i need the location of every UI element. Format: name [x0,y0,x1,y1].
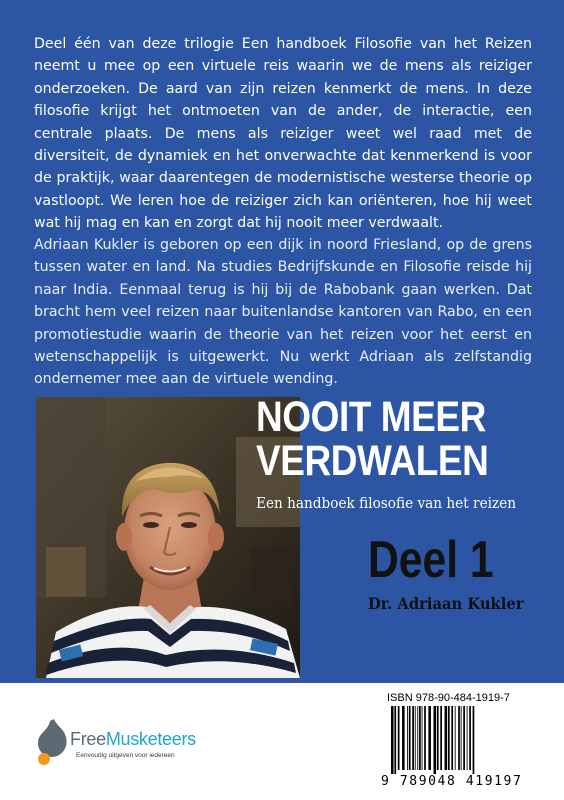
barcode-bar [455,706,456,770]
barcode-bar [409,706,411,770]
title-line-2: VERDWALEN [256,437,489,485]
barcode-bar [407,706,408,770]
barcode-bars [381,706,549,774]
title-line-1: NOOIT MEER [256,393,486,441]
publisher-tagline: Eenvoudig uitgeven voor iedereen [76,752,175,759]
barcode-bar [415,706,416,770]
barcode-digits: 9 789048 419197 [381,774,523,789]
author-biography: Adriaan Kukler is geboren op een dijk in noord Friesland, op de grens tussen water en land. Na studies Bedrijfskunde en Filosofie reisde hij naar India. Eenmaal terug is hij bij de Rabobank gaan werken. Dat bracht hem veel reizen naar buitenlandse kantoren van Rabo, en een promotiestudie waarin de theorie van het reizen voor het eerst en wetenschappelijk is uitgewerkt. Nu werkt Adriaan als zelfstandig ondernemer mee aan de virtuele wending. [34,237,532,388]
barcode-bar [394,706,396,774]
barcode-bar [424,706,426,770]
barcode-bar [422,706,423,770]
publisher-name-musketeers: Musketeers [105,729,196,749]
barcode-bar [419,706,421,770]
barcode-bar [437,706,439,770]
barcode-bar [412,706,414,770]
barcode-bar [391,706,394,774]
book-subtitle: Een handboek filosofie van het reizen [256,496,517,512]
publisher-badge-icon [36,715,72,767]
isbn-label: ISBN 978-90-484-1919-7 [387,692,510,704]
barcode-bar [451,706,453,770]
publisher-logo [36,711,236,771]
barcode-bar [440,706,442,770]
publisher-name-free: Free [70,729,106,749]
barcode-bar [467,706,468,770]
barcode-bar [473,706,475,774]
barcode-bar [448,706,450,770]
barcode-bar [398,706,400,770]
volume-label: Deel 1 [368,531,494,589]
barcode-bar [428,706,431,770]
book-description: Deel één van deze trilogie Een handboek Filosofie van het Reizen neemt u mee op een virtuele reis waarin we de mens als reiziger onderzoeken. De aard van zijn reizen kenmerkt de mens. In deze filosofie krijgt het ontmoeten van de ander, de interactie, een centrale plaats. De mens als reiziger weet wel raad met de diversiteit, de dynamiek en het onverwachte dat kenmerkend is voor de praktijk, waar daarentegen de modernistische westerse theorie op vastloopt. We leren hoe de reiziger zich kan oriënteren, hoe hij weet wat hij mag en kan en zorgt dat hij nooit meer verdwaalt. [34,36,532,232]
barcode-bar [402,706,405,770]
barcode-bar [461,706,462,770]
book-title [256,395,505,483]
isbn-barcode [381,690,549,794]
publisher-name [70,729,196,750]
barcode-bar [445,706,448,770]
barcode-bar [463,706,465,770]
barcode-bar [434,706,437,774]
author-name: Dr. Adriaan Kukler [368,594,524,613]
barcode-bar [417,706,418,770]
barcode-bar [458,706,460,770]
barcode-bar [469,706,471,770]
